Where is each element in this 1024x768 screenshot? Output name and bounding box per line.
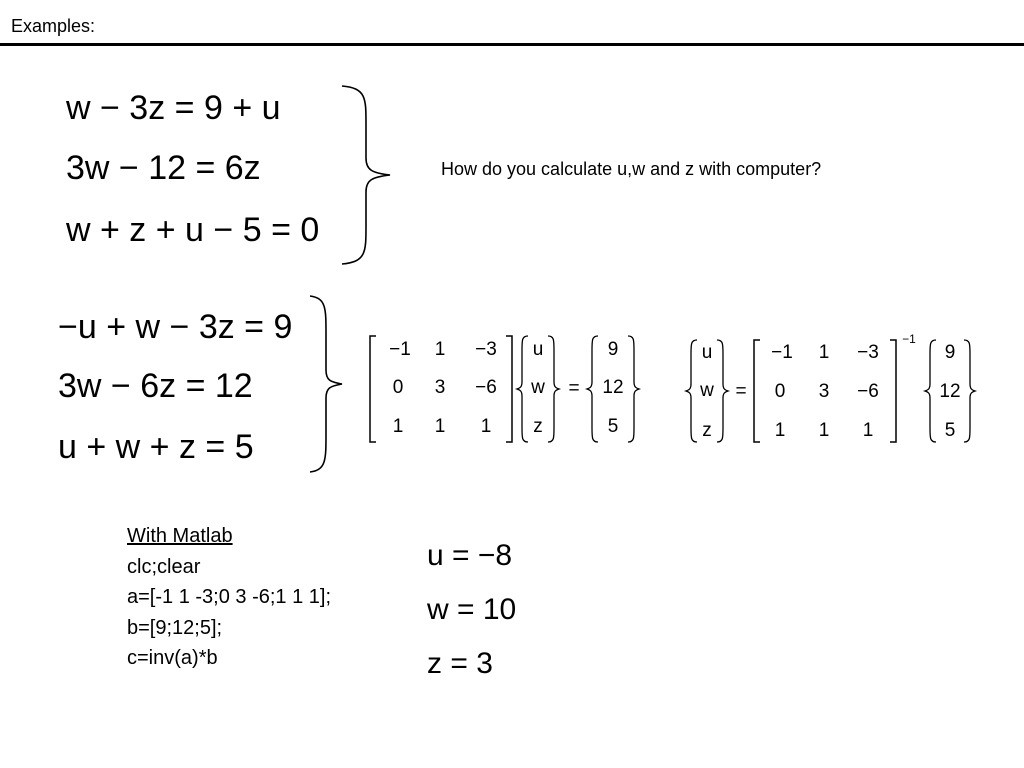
- original-equation-1: w − 3z = 9 + u: [66, 89, 281, 127]
- solution-unknowns-right-brace: [717, 340, 728, 442]
- solution-unknown-w: w: [700, 380, 714, 401]
- title-divider: [0, 43, 1024, 46]
- rhs-right-brace: [628, 336, 639, 442]
- slide-title: Examples:: [11, 16, 96, 36]
- unknown-z: z: [533, 416, 543, 437]
- solution-rhs-right-brace: [964, 340, 975, 442]
- result-z: z = 3: [427, 647, 493, 680]
- coefficient-matrix-right-bracket: [506, 336, 512, 442]
- unknown-w: w: [531, 377, 545, 398]
- inverse-matrix-cell: 1: [818, 420, 830, 441]
- matlab-code-line: a=[-1 1 -3;0 3 -6;1 1 1];: [127, 586, 332, 608]
- matrix-cell: −6: [475, 377, 497, 398]
- unknown-u: u: [532, 339, 544, 360]
- rhs-value: 9: [607, 339, 619, 360]
- result-w: w = 10: [427, 593, 517, 626]
- rearranged-equation-1: −u + w − 3z = 9: [58, 308, 293, 346]
- solution-equals-sign: =: [735, 381, 747, 402]
- matlab-code-line: b=[9;12;5];: [127, 616, 223, 639]
- original-system-brace: [338, 84, 398, 266]
- matrix-cell: 0: [392, 377, 404, 398]
- solution-unknown-z: z: [702, 420, 712, 441]
- solution-rhs-left-brace: [925, 340, 936, 442]
- matrix-cell: −3: [475, 339, 497, 360]
- inverse-matrix-right-bracket: [890, 340, 896, 442]
- inverse-matrix-cell: −6: [857, 381, 879, 402]
- unknowns-right-brace: [548, 336, 559, 442]
- rearranged-equation-3: u + w + z = 5: [58, 428, 254, 466]
- unknowns-left-brace: [517, 336, 528, 442]
- inverse-matrix-cell: 3: [818, 381, 830, 402]
- rearranged-equation-2: 3w − 6z = 12: [58, 367, 253, 405]
- original-equation-2: 3w − 12 = 6z: [66, 149, 261, 187]
- matrix-cell: 1: [480, 416, 492, 437]
- solution-unknown-u: u: [701, 342, 713, 363]
- rearranged-system-brace: [306, 294, 346, 474]
- solution-rhs-value: 12: [939, 381, 961, 402]
- inverse-exponent: −1: [902, 332, 916, 346]
- question-text: How do you calculate u,w and z with computer?: [441, 159, 822, 179]
- equals-sign: =: [568, 378, 580, 399]
- matrix-cell: −1: [389, 339, 411, 360]
- matrix-cell: 1: [392, 416, 404, 437]
- matrix-equation: [362, 330, 642, 448]
- rhs-value: 12: [602, 377, 624, 398]
- inverse-matrix-cell: −1: [771, 342, 793, 363]
- rhs-left-brace: [587, 336, 598, 442]
- matlab-code-block: [127, 521, 331, 674]
- coefficient-matrix-left-bracket: [370, 336, 376, 442]
- matlab-code-line: c=inv(a)*b: [127, 647, 218, 669]
- result-u: u = −8: [427, 539, 513, 572]
- matlab-heading: With Matlab: [127, 525, 233, 547]
- rhs-value: 5: [607, 416, 619, 437]
- inverse-matrix-cell: −3: [857, 342, 879, 363]
- matrix-cell: 1: [434, 339, 446, 360]
- inverse-matrix-cell: 0: [774, 381, 786, 402]
- solution-unknowns-left-brace: [686, 340, 697, 442]
- inverse-matrix-cell: 1: [774, 420, 786, 441]
- matlab-code-line: clc;clear: [127, 555, 201, 578]
- solution-rhs-value: 9: [944, 342, 956, 363]
- inverse-matrix-equation: [680, 330, 980, 448]
- matrix-cell: 3: [434, 377, 446, 398]
- solution-rhs-value: 5: [944, 420, 956, 441]
- inverse-matrix-cell: 1: [818, 342, 830, 363]
- matrix-cell: 1: [434, 416, 446, 437]
- original-equation-3: w + z + u − 5 = 0: [66, 211, 320, 249]
- inverse-matrix-left-bracket: [754, 340, 760, 442]
- inverse-matrix-cell: 1: [862, 420, 874, 441]
